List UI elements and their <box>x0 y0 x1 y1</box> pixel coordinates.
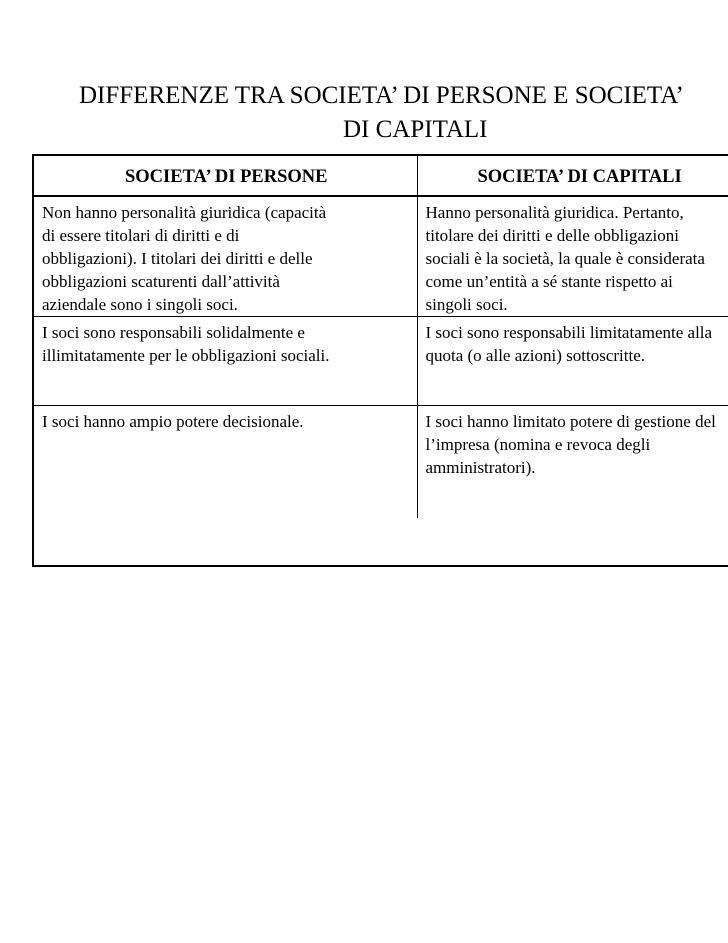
cell-text-line: di essere titolari di diritti e di <box>42 226 240 245</box>
comparison-table <box>32 154 728 567</box>
cell-capitali-potere <box>417 406 728 518</box>
cell-text-line: aziendale sono i singoli soci. <box>42 295 238 314</box>
cell-persone-personalita <box>34 196 417 317</box>
cell-text-line: illimitatamente per le obbligazioni sociali. <box>42 346 330 365</box>
cell-text-line: obbligazioni scaturenti dall’attività <box>42 272 280 291</box>
cell-text-line: come un’entità a sé stante rispetto ai <box>425 272 673 291</box>
cell-text-line: obbligazioni). I titolari dei diritti e delle <box>42 249 313 268</box>
title-line-1: DIFFERENZE TRA SOCIETA’ DI PERSONE E SOCIETA’ <box>79 82 684 109</box>
cell-text-line: Non hanno personalità giuridica (capacità <box>42 203 327 222</box>
cell-text-line: Hanno personalità giuridica. Pertanto, <box>425 203 684 222</box>
cell-text-line: sociali è la società, la quale è considerata <box>425 249 705 268</box>
cell-text-line: singoli soci. <box>425 295 508 314</box>
cell-capitali-personalita <box>417 196 728 317</box>
header-societa-di-persone: SOCIETA’ DI PERSONE <box>34 156 417 196</box>
table-row <box>34 196 728 317</box>
cell-persone-potere <box>34 406 417 518</box>
title-line-2: DI CAPITALI <box>343 116 488 143</box>
cell-text-line: titolare dei diritti e delle obbligazioni <box>425 226 680 245</box>
cell-text-line: quota (o alle azioni) sottoscritte. <box>425 346 646 365</box>
cell-capitali-responsabilita <box>417 317 728 406</box>
table-header-row <box>34 156 728 196</box>
cell-persone-responsabilita <box>34 317 417 406</box>
page-title <box>79 79 728 147</box>
cell-text-line: amministratori). <box>425 458 536 477</box>
cell-text-line: I soci hanno ampio potere decisionale. <box>42 412 304 431</box>
cell-text-line: I soci sono responsabili limitatamente alla <box>425 323 713 342</box>
cell-text-line: I soci sono responsabili solidalmente e <box>42 323 305 342</box>
cell-text-line: I soci hanno limitato potere di gestione del <box>425 412 716 431</box>
table-row <box>34 317 728 406</box>
header-societa-di-capitali: SOCIETA’ DI CAPITALI <box>417 156 728 196</box>
table-row <box>34 406 728 518</box>
cell-text-line: l’impresa (nomina e revoca degli <box>425 435 651 454</box>
